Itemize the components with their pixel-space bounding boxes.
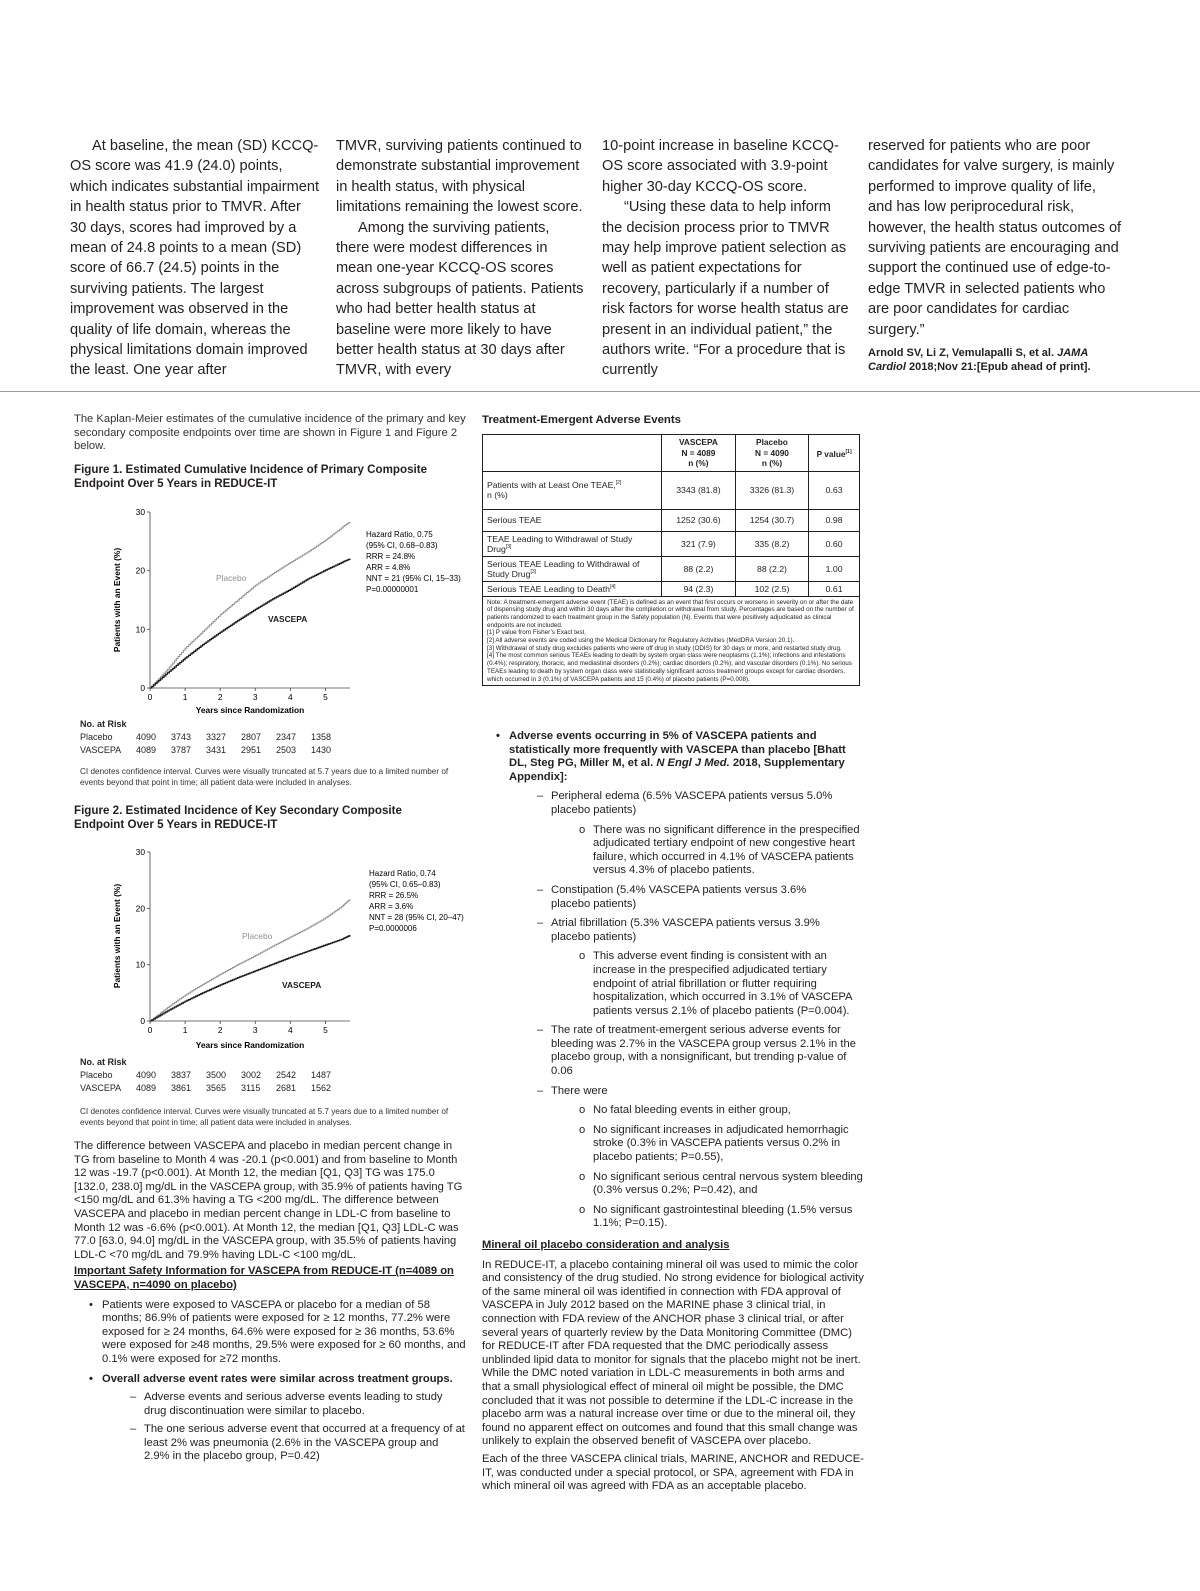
risk-row-label: VASCEPA [80,745,122,755]
risk-header: No. at Risk [80,719,127,729]
list-item: o No significant increases in adjudicated hemorrhagic stroke (0.3% in VASCEPA patients versus 0.2% in placebo patients; P=0.55), [579,1124,863,1165]
article-column-1 [70,136,320,381]
list-item: – Atrial fibrillation (5.3% VASCEPA patients versus 3.9% placebo patients) [537,917,851,944]
figure2-title: Figure 2. Estimated Incidence of Key Secondary Composite Endpoint Over 5 Years in REDUCE-IT [74,804,402,831]
risk-cell: 2807 [241,732,262,742]
risk-cell: 3431 [206,745,227,755]
mineral-oil-paragraph: In REDUCE-IT, a placebo containing mineral oil was used to mimic the color and consistency of the drug studied. No strong evidence for biological activity of the same mineral oil was identified in connection with FDA approval of VASCEPA in July 2012 based on the MARINE phase 3 clinical trial, in connection with FDA review of the ANCHOR phase 3 clinical trial, or after several years of quarterly review by the Data Monitoring Committee (DMC) for REDUCE-IT after FDA requested that the DMC periodically assess unblinded lipid data to monitor for signals that the placebo might not be inert. While the DMC noted variation in LDL-C measurements in both arms and that a small physiological effect of mineral oil might be possible, the DMC concluded that it was not possible to determine if the LDL-C increase in the placebo arm was a natural increase over time or due to the mineral oil, they found no apparent effect on outcomes and found that this small change was unlikely to explain the observed benefit of VASCEPA over placebo. [482,1258,864,1448]
figure1-risk-table [80,718,335,757]
placebo-curve-label: Placebo [242,931,273,941]
table-header-blank [483,435,662,472]
series-line-placebo [150,899,350,1021]
risk-cell: 1487 [311,1070,332,1080]
rrr: RRR = 26.5% [369,891,419,900]
risk-rows [80,731,335,757]
p-value: P=0.00000001 [366,585,419,594]
x-tick-label: 3 [252,1025,258,1035]
risk-row-label: Placebo [80,1070,113,1080]
risk-cell: 4090 [136,1070,157,1080]
list-item: o This adverse event finding is consistent with an increase in the prespecified adjudicated tertiary endpoint of atrial fibrillation or flutter requiring hospitalization, which occurred in 3.1% of VASCEPA patients versus 2.1% of placebo patients (P=0.004). [579,950,863,1018]
x-tick-label: 1 [182,1025,188,1035]
cell-p-value: 0.60 [809,531,860,556]
risk-cell: 2542 [276,1070,297,1080]
risk-row-vascepa [80,1082,335,1095]
article-paragraph: TMVR, surviving patients continued to demonstrate substantial improvement in health status, with physical limitations remaining the lowest score. [336,138,583,216]
figure2-risk-table [80,1056,335,1095]
y-tick-label: 20 [135,565,145,576]
table-row [483,471,860,509]
adverse-events-table [482,434,860,686]
risk-cell: 3837 [171,1070,192,1080]
risk-cell: 4089 [136,745,157,755]
cell-placebo: 335 (8.2) [735,531,809,556]
risk-cell: 3002 [241,1070,262,1080]
table-notes-row [483,596,860,686]
y-axis-label: Patients with an Event (%) [112,883,122,989]
row-label: TEAE Leading to Withdrawal of Study Drug[3] [483,531,662,556]
list-item: – There were [537,1085,864,1099]
y-tick-label: 10 [135,624,145,635]
axis-ticks [136,847,328,1035]
cell-vascepa: 1252 (30.6) [662,509,736,531]
arr: ARR = 3.6% [369,902,414,911]
y-tick-label: 0 [140,683,145,693]
figure2-note: CI denotes confidence interval. Curves were visually truncated at 5.7 years due to a limited number of events beyond that point in time; all patient data were included in analyses. [80,1107,449,1127]
ae-list [482,730,864,784]
figure1-title: Figure 1. Estimated Cumulative Incidence of Primary Composite Endpoint Over 5 Years in REDUCE-IT [74,462,428,490]
cell-p-value: 0.98 [809,509,860,531]
lower-right-column [482,413,862,686]
hazard-ratio: Hazard Ratio, 0.74 [369,869,436,878]
cell-p-value: 0.61 [809,581,860,596]
ae-sublist [482,790,864,1231]
list-item: o There was no significant difference in the prespecified adjudicated tertiary endpoint of new congestive heart failure, which occurred in 4.1% of VASCEPA patients versus 4.3% of placebo patients. [579,824,863,878]
risk-cell: 1430 [311,745,332,755]
x-tick-label: 0 [147,1025,153,1035]
list-item: • Overall adverse event rates were similar across treatment groups. [102,1373,466,1387]
table-header-placebo: Placebo N = 4090 n (%) [735,435,809,472]
risk-cell: 4090 [136,732,157,742]
x-tick-label: 1 [182,692,188,702]
risk-cell: 2951 [241,745,262,755]
x-axis-label: Years since Randomization [195,1040,305,1050]
table-row [483,556,860,581]
mineral-oil-heading: Mineral oil placebo consideration and analysis [482,1239,730,1251]
cell-vascepa: 94 (2.3) [662,581,736,596]
arr: ARR = 4.8% [366,563,411,572]
citation-journal: JAMA Cardiol [868,347,1088,374]
stats-annotation [369,869,464,933]
article-column-3 [602,136,854,381]
vascepa-curve-label: VASCEPA [282,980,322,990]
vascepa-curve-label: VASCEPA [268,614,308,624]
list-item: • Patients were exposed to VASCEPA or placebo for a median of 58 months; 86.9% of patients were exposed for ≥ 12 months, 77.2% were exposed for ≥ 24 months, 64.6% were exposed for ≥ 36 months, 53.6% were exposed for ≥48 months, 29.5% were exposed for ≥ 60 months, and 0.1% were exposed for ≥72 months. [102,1299,466,1367]
list-item: – Adverse events and serious adverse events leading to study drug discontinuation were similar to placebo. [130,1391,466,1418]
nnt: NNT = 21 (95% CI, 15–33) [366,574,461,583]
confidence-interval: (95% CI, 0.68–0.83) [366,541,438,550]
x-axis-label: Years since Randomization [195,705,305,715]
cell-p-value: 1.00 [809,556,860,581]
table-header-vascepa: VASCEPA N = 4089 n (%) [662,435,736,472]
table-note: [4] The most common serious TEAEs leading to death by system organ class were neoplasms (1.1%); infections and infestations (0.4%); respiratory, thoracic, and mediastinal disorders (0.2%); cardiac disorders (0.2%); and vascular disorders (0.1%). No serious TEAEs leading to death by system organ class were statistically significant across treatment groups except for cardiac disorders, which occurred in 3 (0.1%) of VASCEPA patients and 15 (0.4%) of placebo patients (P=0.008). [487,652,852,683]
y-tick-label: 20 [135,903,145,914]
row-label: Serious TEAE Leading to Withdrawal of Study Drug[3] [483,556,662,581]
risk-row-label: Placebo [80,732,113,742]
placebo-curve-label: Placebo [216,573,247,583]
x-tick-label: 5 [323,692,328,702]
risk-cell: 2681 [276,1083,297,1093]
x-tick-label: 2 [217,692,223,702]
table-row [483,509,860,531]
risk-cell: 3500 [206,1070,227,1080]
lipid-paragraph: The difference between VASCEPA and placebo in median percent change in TG from baseline to Month 4 was -20.1 (p<0.001) and from baseline to Month 12 was -19.7 (p<0.001). At Month 12, the median [Q1, Q3] TG was 175.0 [132.0, 238.0] mg/dL in the VASCEPA group, with 35.9% of patients having TG <150 mg/dL and 61.3% having a TG <200 mg/dL. The difference between VASCEPA and placebo in median percent change in LDL-C from baseline to Month 12 was -6.6% (p<0.001). At Month 12, the median [Q1, Q3] LDL-C was 77.0 [63.0, 94.0] mg/dL in the VASCEPA group, with 35.5% of patients having LDL-C <70 mg/dL and 79.9% having LDL-C <100 mg/dL. [74,1140,463,1261]
section-divider [0,391,1200,392]
risk-cell: 4089 [136,1083,157,1093]
table-note: Note: A treatment-emergent adverse event (TEAE) is defined as an event that first occurs or worsens in severity on or after the date of dispensing study drug and within 30 days after the completion or withdrawal from study. Percentages are based on the number of patients randomized to each treatment group in the Safety population (N). Events that were positively adjudicated as clinical endpoints are not included. [487,598,854,629]
article-column-4 [868,136,1124,374]
series-lines [150,899,350,1021]
risk-rows [80,1069,335,1095]
risk-cell: 3861 [171,1083,192,1093]
safety-sublist [74,1391,466,1464]
risk-cell: 1562 [311,1083,332,1093]
table-notes [483,596,860,686]
list-item: o No significant serious central nervous system bleeding (0.3% versus 0.2%; P=0.42), and [579,1171,863,1198]
series-line-vascepa [150,935,350,1021]
list-item: – Constipation (5.4% VASCEPA patients versus 3.6% placebo patients) [537,884,821,911]
y-tick-label: 0 [140,1016,145,1026]
list-item: – The one serious adverse event that occurred at a frequency of at least 2% was pneumonia (2.6% in the VASCEPA group and 2.9% in the placebo group, P=0.42) [130,1423,466,1464]
cell-placebo: 88 (2.2) [735,556,809,581]
nnt: NNT = 28 (95% CI, 20–47) [369,913,464,922]
list-item: o No fatal bleeding events in either group, [579,1104,863,1118]
series-line-vascepa [150,559,350,688]
figure1-note: CI denotes confidence interval. Curves were visually truncated at 5.7 years due to a limited number of events beyond that point in time; all patient data were included in analyses. [80,767,449,787]
hazard-ratio: Hazard Ratio, 0.75 [366,530,433,539]
citation: Arnold SV, Li Z, Vemulapalli S, et al. JAMA Cardiol 2018;Nov 21:[Epub ahead of print]. [868,347,1091,374]
table-row [483,531,860,556]
y-tick-label: 30 [135,507,145,517]
risk-cell: 3327 [206,732,227,742]
confidence-interval: (95% CI, 0.65–0.83) [369,880,441,889]
cell-p-value: 0.63 [809,471,860,509]
y-tick-label: 10 [135,959,145,970]
risk-header: No. at Risk [80,1057,127,1067]
mineral-oil-paragraph-2: Each of the three VASCEPA clinical trials, MARINE, ANCHOR and REDUCE-IT, was conducted under a special protocol, or SPA, agreement with FDA in which mineral oil was agreed with FDA as an acceptable placebo. [482,1452,864,1493]
rrr: RRR = 24.8% [366,552,416,561]
safety-heading: Important Safety Information for VASCEPA from REDUCE-IT (n=4089 on VASCEPA, n=4090 on placebo) [74,1265,454,1291]
p-value: P=0.0000006 [369,924,417,933]
article-column-2 [336,136,586,381]
risk-row-vascepa [80,744,335,757]
list-item: – The rate of treatment-emergent serious adverse events for bleeding was 2.7% in the VASCEPA group versus 2.1% in the placebo group, with a nonsignificant, but trending p-value of 0.06 [537,1024,861,1078]
article-paragraph: reserved for patients who are poor candidates for valve surgery, is mainly performed to improve quality of life, and has low periprocedural risk, however, the health status outcomes of surviving patients are encouraging and support the continued use of edge-to-edge TMVR in selected patients who are poor candidates for cardiac surgery.” [868,138,1122,338]
risk-row-label: VASCEPA [80,1083,122,1093]
cell-placebo: 102 (2.5) [735,581,809,596]
list-item: – Peripheral edema (6.5% VASCEPA patients versus 5.0% placebo patients) [537,790,851,817]
article-paragraph: “Using these data to help inform the decision process prior to TMVR may help improve patient selection as well as patient expectations for recovery, particularly if a number of risk factors for worse health status are present in an individual patient,” the authors write. “For a procedure that is currently [602,199,849,379]
article-paragraph: Among the surviving patients, there were modest differences in mean one-year KCCQ-OS scores across subgroups of patients. Patients who had better health status at baseline were more likely to have better health status at 30 days after TMVR, with every [336,219,584,379]
x-tick-label: 4 [288,1025,293,1035]
table-header-p-value: P value[1] [809,435,860,472]
cell-placebo: 1254 (30.7) [735,509,809,531]
row-label: Patients with at Least One TEAE,[2] n (%) [483,471,662,509]
risk-cell: 3787 [171,745,192,755]
table-note: [1] P value from Fisher’s Exact test. [487,629,587,637]
list-item: o No significant gastrointestinal bleeding (1.5% versus 1.1%; P=0.15). [579,1204,863,1231]
table-note: [3] Withdrawal of study drug excludes patients who were off drug in study (ODIS) for 30 days or more, and restarted study drug. [487,644,842,652]
x-tick-label: 4 [288,692,293,702]
table-header-row [483,435,860,472]
x-tick-label: 5 [323,1025,328,1035]
intro-paragraph: The Kaplan-Meier estimates of the cumulative incidence of the primary and key secondary composite endpoints over time are shown in Figure 1 and Figure 2 below. [74,413,466,453]
cell-vascepa: 88 (2.2) [662,556,736,581]
cell-vascepa: 321 (7.9) [662,531,736,556]
y-tick-label: 30 [135,847,145,857]
risk-cell: 3743 [171,732,192,742]
risk-row-placebo [80,1069,335,1082]
y-axis-label: Patients with an Event (%) [112,547,122,653]
risk-cell: 2503 [276,745,297,755]
figure2-chart [74,840,466,1060]
x-tick-label: 3 [252,692,258,702]
safety-list [74,1299,466,1387]
risk-cell: 1358 [311,732,332,742]
table-row [483,581,860,596]
risk-cell: 2347 [276,732,297,742]
article-paragraph: 10-point increase in baseline KCCQ-OS score associated with 3.9-point higher 30-day KCCQ-OS score. [602,138,839,195]
lower-left-column [74,413,466,491]
stats-annotation [366,530,461,594]
table-title: Treatment-Emergent Adverse Events [482,414,681,426]
risk-cell: 3565 [206,1083,227,1093]
adverse-events-text [482,730,864,1494]
risk-cell: 3115 [241,1083,261,1093]
cell-placebo: 3326 (81.3) [735,471,809,509]
table-note: [2] All adverse events are coded using the Medical Dictionary for Regulatory Activities (MedDRA Version 20.1). [487,637,795,645]
cell-vascepa: 3343 (81.8) [662,471,736,509]
series-lines [150,522,350,688]
list-item: • Adverse events occurring in 5% of VASCEPA patients and statistically more frequently with VASCEPA than placebo [Bhatt DL, Steg PG, Miller M, et al. N Engl J Med. 2018, Supplementary Appendix]: [509,730,864,784]
row-label: Serious TEAE [483,509,662,531]
row-label: Serious TEAE Leading to Death[4] [483,581,662,596]
figure1-chart [74,502,466,734]
x-tick-label: 0 [147,692,153,702]
article-paragraph: At baseline, the mean (SD) KCCQ-OS score was 41.9 (24.0) points, which indicates substantial impairment in health status prior to TMVR. After 30 days, scores had improved by a mean of 24.8 points to a mean (SD) score of 66.7 (24.5) points in the surviving patients. The largest improvement was observed in the quality of life domain, whereas the physical limitations domain improved the least. One year after [70,138,320,379]
lower-left-text [74,1140,466,1464]
x-tick-label: 2 [217,1025,223,1035]
risk-row-placebo [80,731,335,744]
